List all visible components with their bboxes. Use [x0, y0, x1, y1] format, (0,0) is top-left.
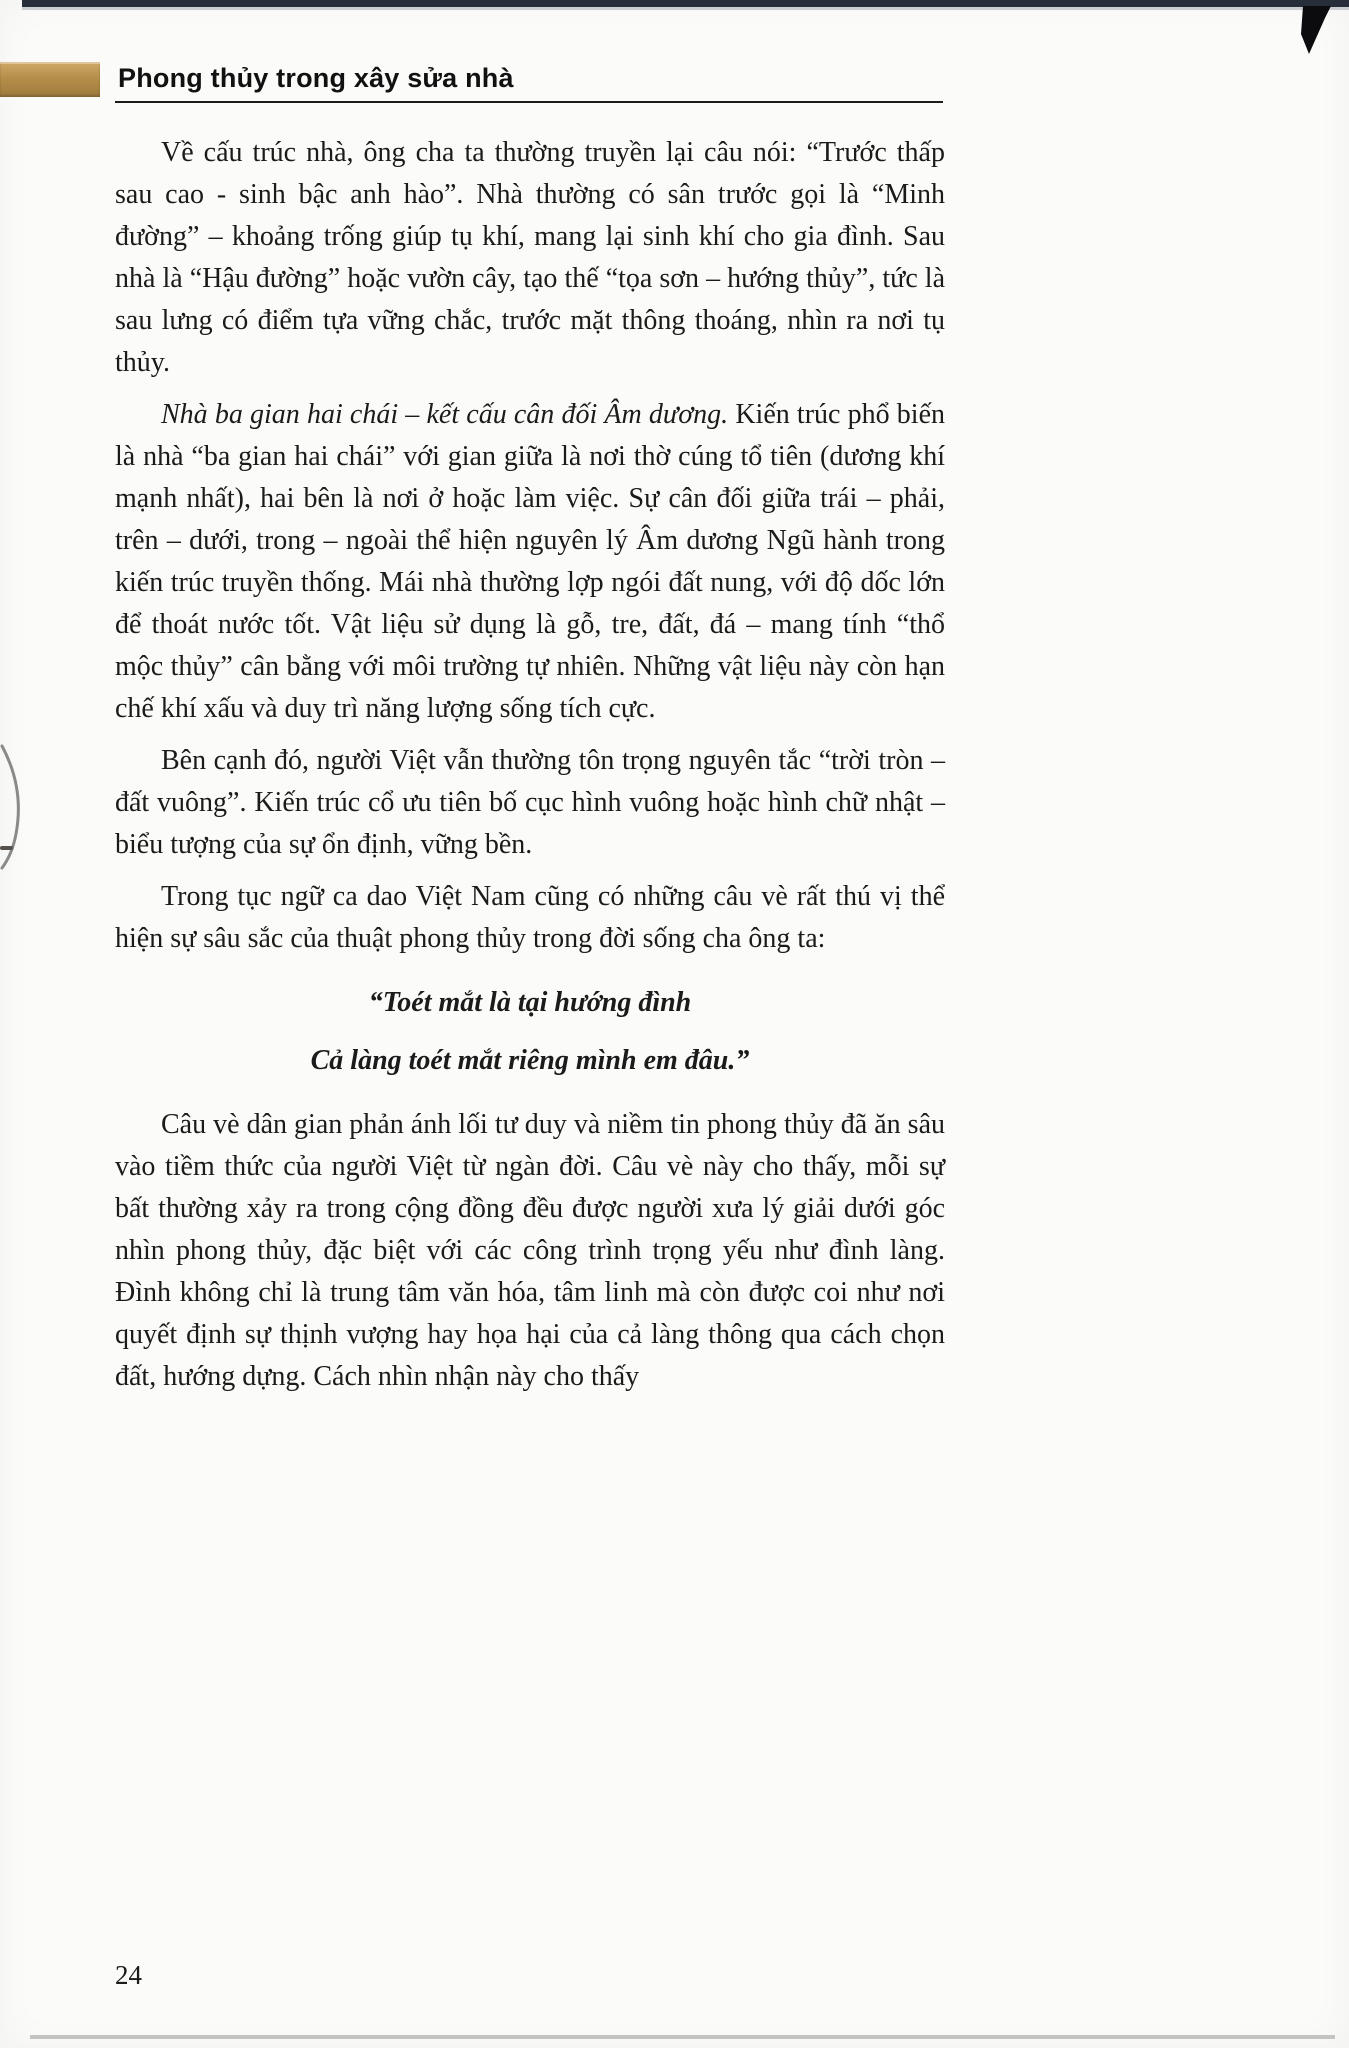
running-header-title: Phong thủy trong xây sửa nhà: [118, 63, 514, 93]
scan-edge-bottom: [30, 2035, 1335, 2039]
paragraph-three-bay-house: [115, 394, 945, 730]
paragraph-folk-verse-intro: Trong tục ngữ ca dao Việt Nam cũng có những câu vè rất thú vị thể hiện sự sâu sắc của thuật phong thủy trong đời sống cha ông ta:: [115, 881, 945, 954]
page-body: [115, 132, 945, 1408]
paragraph-structure-intro: Về cấu trúc nhà, ông cha ta thường truyền lại câu nói: “Trước thấp sau cao - sinh bậc anh hào”. Nhà thường có sân trước gọi là “Minh đường” – khoảng trống giúp tụ khí, mang lại sinh khí cho gia đình. Sau nhà là “Hậu đường” hoặc vườn cây, tạo thế “tọa sơn – hướng thủy”, tức là sau lưng có điểm tựa vững chắc, trước mặt thông thoáng, nhìn ra nơi tụ thủy.: [115, 137, 945, 378]
page-number: 24: [115, 1960, 142, 1990]
corner-fold-mark: [1295, 4, 1335, 56]
margin-dash-mark: [0, 846, 13, 850]
verse-line-1: “Toét mắt là tại hướng đình: [368, 987, 692, 1018]
scan-edge-top: [22, 0, 1349, 7]
paragraph-verse-explanation: Câu vè dân gian phản ánh lối tư duy và niềm tin phong thủy đã ăn sâu vào tiềm thức của người Việt từ ngàn đời. Câu vè này cho thấy, mỗi sự bất thường xảy ra trong cộng đồng đều được người xưa lý giải dưới góc nhìn phong thủy, đặc biệt với các công trình trọng yếu như đình làng. Đình không chỉ là trung tâm văn hóa, tâm linh mà còn được coi như nơi quyết định sự thịnh vượng hay họa hại của cả làng thông qua cách chọn đất, hướng dựng. Cách nhìn nhận này cho thấy: [115, 1109, 945, 1392]
header-rule: [115, 101, 943, 103]
paragraph-lead-rest: Kiến trúc phổ biến là nhà “ba gian hai chái” với gian giữa là nơi thờ cúng tổ tiên (dương khí mạnh nhất), hai bên là nơi ở hoặc làm việc. Sự cân đối giữa trái – phải, trên – dưới, trong – ngoài thể hiện nguyên lý Âm dương Ngũ hành trong kiến trúc truyền thống. Mái nhà thường lợp ngói đất nung, với độ dốc lớn để thoát nước tốt. Vật liệu sử dụng là gỗ, tre, đất, đá – mang tính “thổ mộc thủy” cân bằng với môi trường tự nhiên. Những vật liệu này còn hạn chế khí xấu và duy trì năng lượng sống tích cực.: [115, 399, 945, 724]
verse-line-2: Cả làng toét mắt riêng mình em đâu.”: [310, 1045, 750, 1076]
scan-edge-top-shadow: [22, 7, 1349, 10]
margin-scan-mark: [0, 742, 26, 872]
paragraph-lead-italic: Nhà ba gian hai chái – kết cấu cân đối Âm dương.: [161, 399, 729, 430]
header-gold-tab: [0, 62, 100, 97]
paragraph-round-sky-square-earth: Bên cạnh đó, người Việt vẫn thường tôn trọng nguyên tắc “trời tròn – đất vuông”. Kiến trúc cổ ưu tiên bố cục hình vuông hoặc hình chữ nhật – biểu tượng của sự ổn định, vững bền.: [115, 745, 945, 860]
